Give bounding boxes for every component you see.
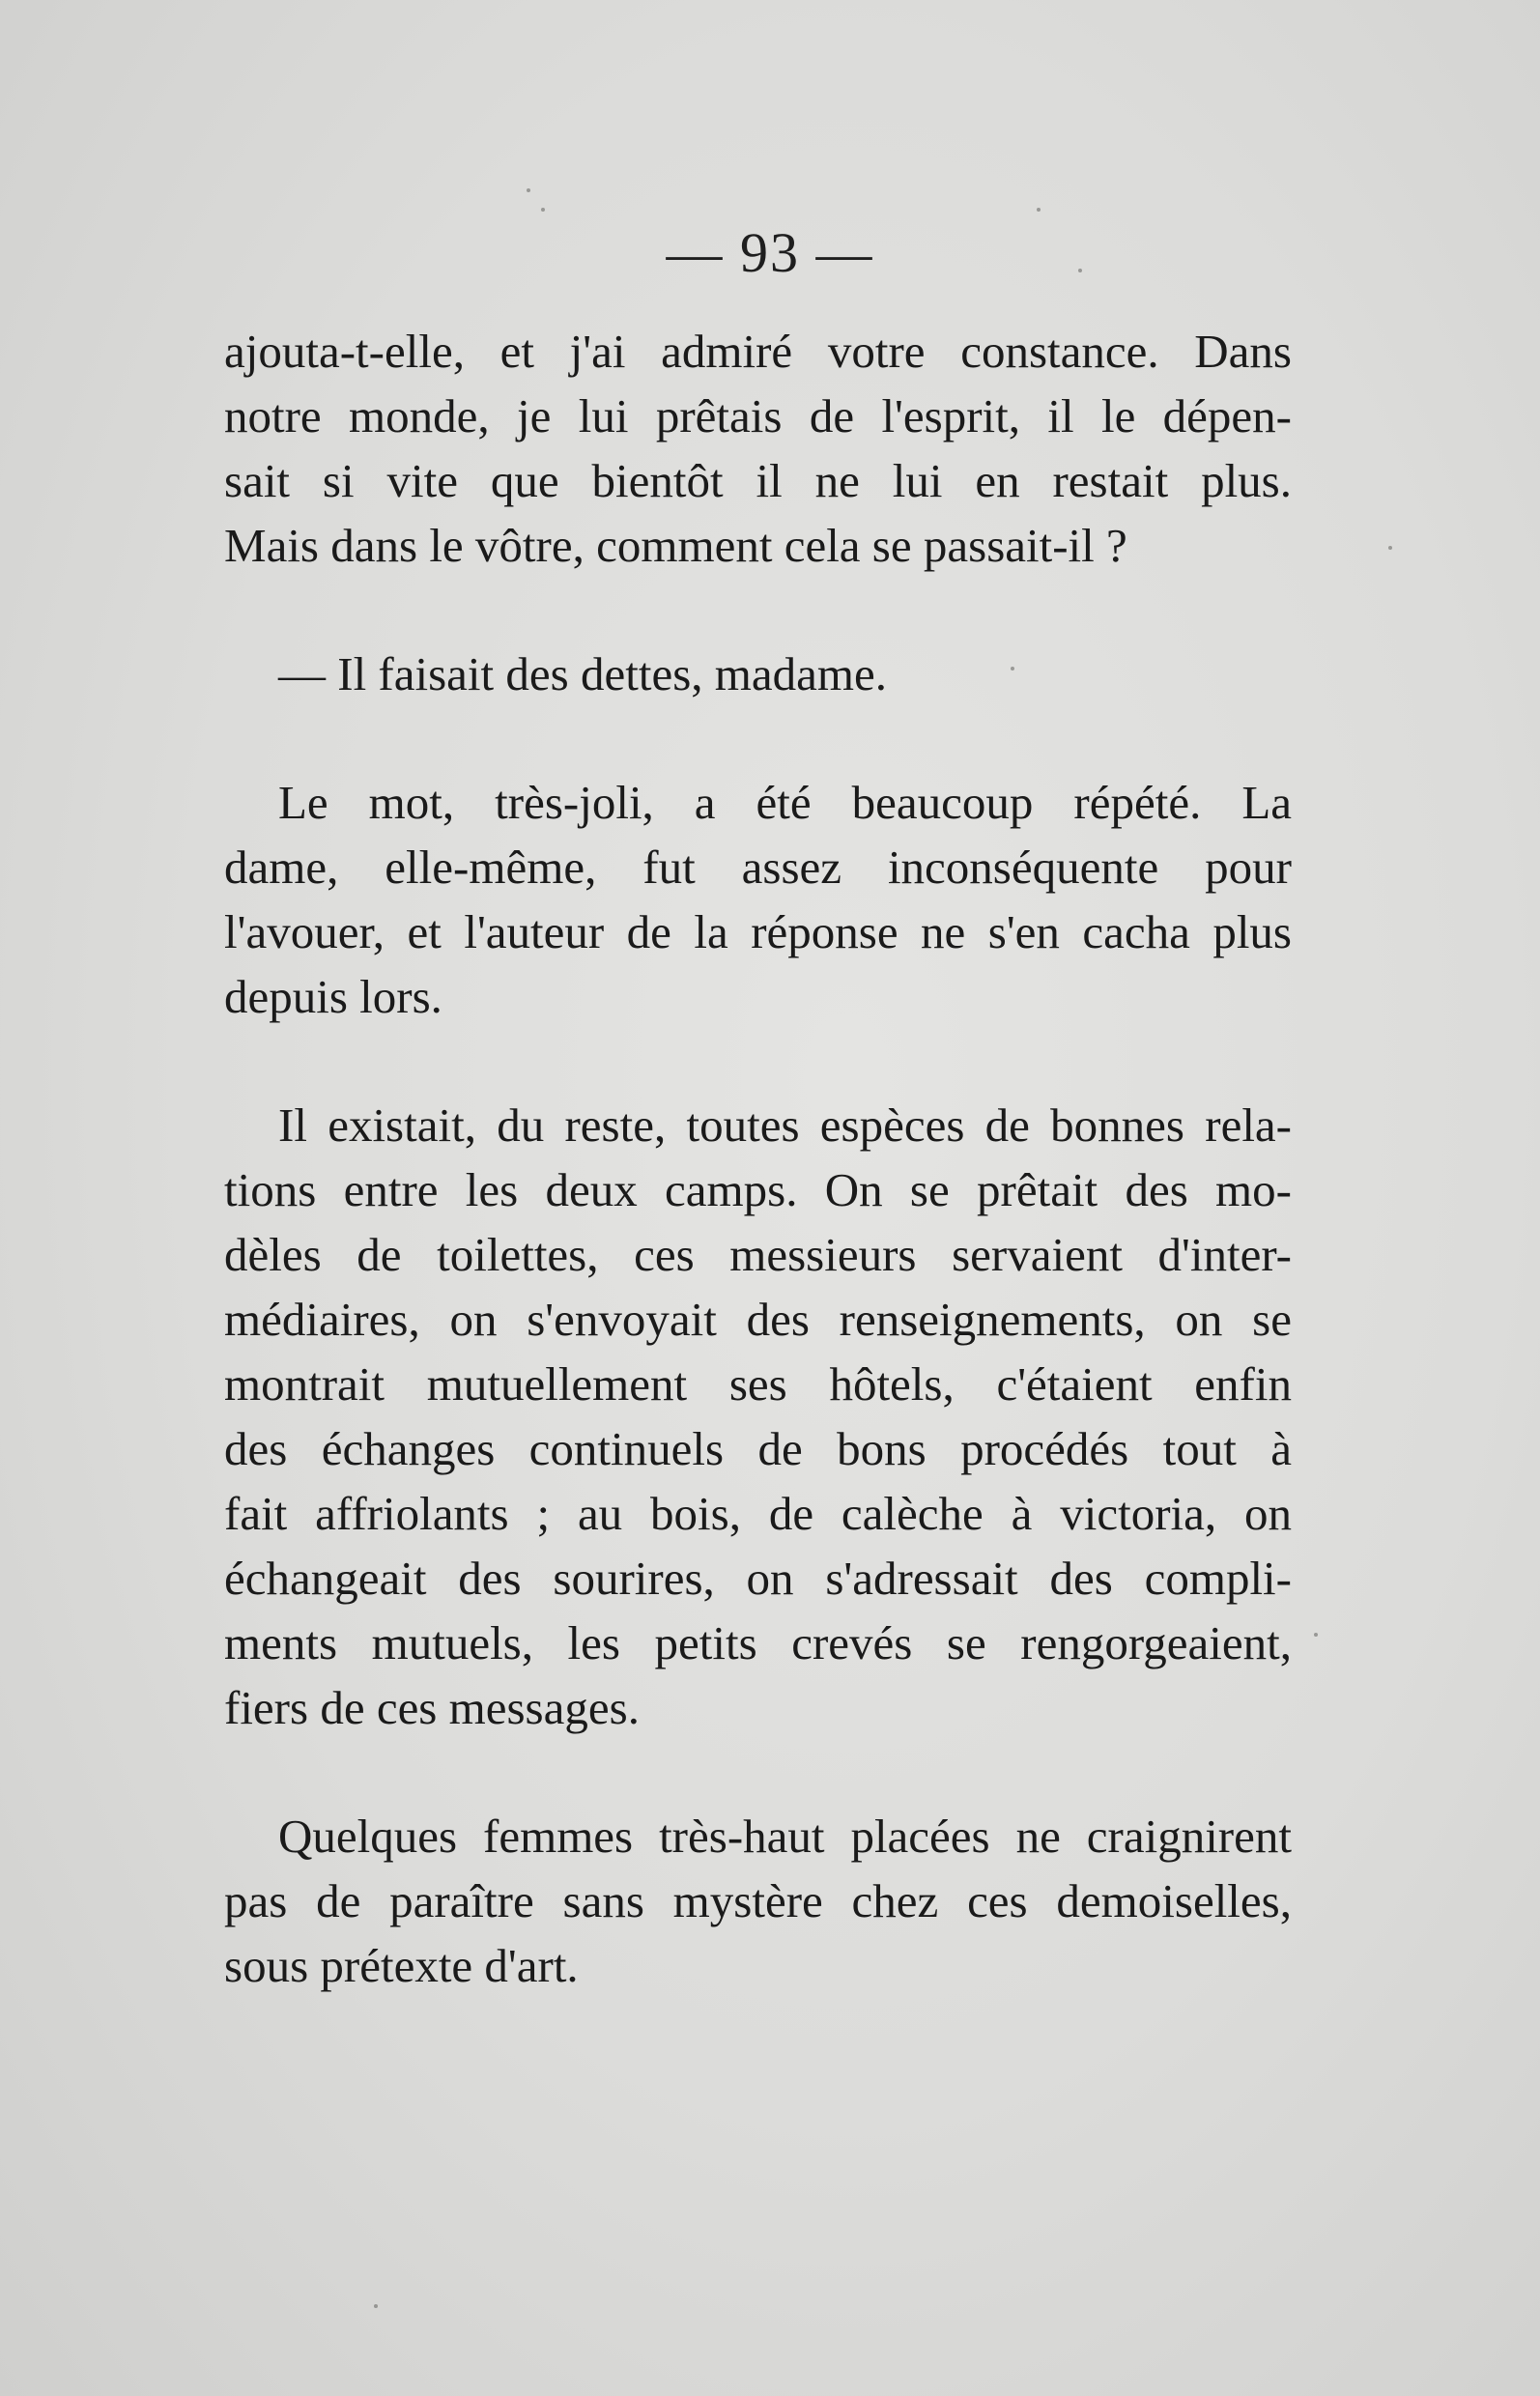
paper-speck <box>1037 208 1041 212</box>
text-line: ajouta-t-elle, et j'ai admiré votre constance. Dans <box>224 325 1292 378</box>
text-line: Il existait, du reste, toutes espèces de bonnes rela- <box>278 1098 1292 1152</box>
paragraph-1 <box>224 319 1292 578</box>
text-line: dèles de toilettes, ces messieurs servaient d'inter- <box>224 1228 1292 1281</box>
body-text <box>224 319 1292 2062</box>
text-line: ments mutuels, les petits crevés se rengorgeaient, <box>224 1616 1292 1669</box>
text-line: Le mot, très-joli, a été beaucoup répété. La <box>278 776 1292 829</box>
text-line: montrait mutuellement ses hôtels, c'étaient enfin <box>224 1357 1292 1411</box>
text-line: depuis lors. <box>224 970 442 1023</box>
text-line: tions entre les deux camps. On se prêtait des mo- <box>224 1163 1292 1216</box>
text-line: des échanges continuels de bons procédés tout à <box>224 1422 1292 1475</box>
text-line: l'avouer, et l'auteur de la réponse ne s'en cacha plus <box>224 905 1292 958</box>
paper-speck <box>541 208 545 212</box>
text-line: médiaires, on s'envoyait des renseignements, on se <box>224 1293 1292 1346</box>
text-line: pas de paraître sans mystère chez ces demoiselles, <box>224 1874 1292 1927</box>
text-line: dame, elle-même, fut assez inconséquente pour <box>224 841 1292 894</box>
text-line: sous prétexte d'art. <box>224 1939 579 1992</box>
paper-speck <box>1314 1633 1318 1637</box>
text-line: Mais dans le vôtre, comment cela se passait-il ? <box>224 519 1127 572</box>
paragraph-5 <box>224 1804 1292 1998</box>
text-line: Quelques femmes très-haut placées ne craignirent <box>278 1810 1292 1863</box>
text-line: fait affriolants ; au bois, de calèche à victoria, on <box>224 1487 1292 1540</box>
text-line: fiers de ces messages. <box>224 1681 640 1734</box>
paper-speck <box>1388 546 1392 550</box>
paper-speck <box>374 2304 378 2308</box>
paper-speck <box>527 188 530 192</box>
text-line: notre monde, je lui prêtais de l'esprit, il le dépen- <box>224 389 1292 442</box>
paragraph-4 <box>224 1093 1292 1740</box>
paragraph-2 <box>224 642 1292 706</box>
text-line: — Il faisait des dettes, madame. <box>278 647 887 700</box>
page-number: — 93 — <box>666 221 874 284</box>
text-line: sait si vite que bientôt il ne lui en restait plus. <box>224 454 1292 507</box>
paragraph-3 <box>224 770 1292 1029</box>
text-line: échangeait des sourires, on s'adressait des compli- <box>224 1552 1292 1605</box>
